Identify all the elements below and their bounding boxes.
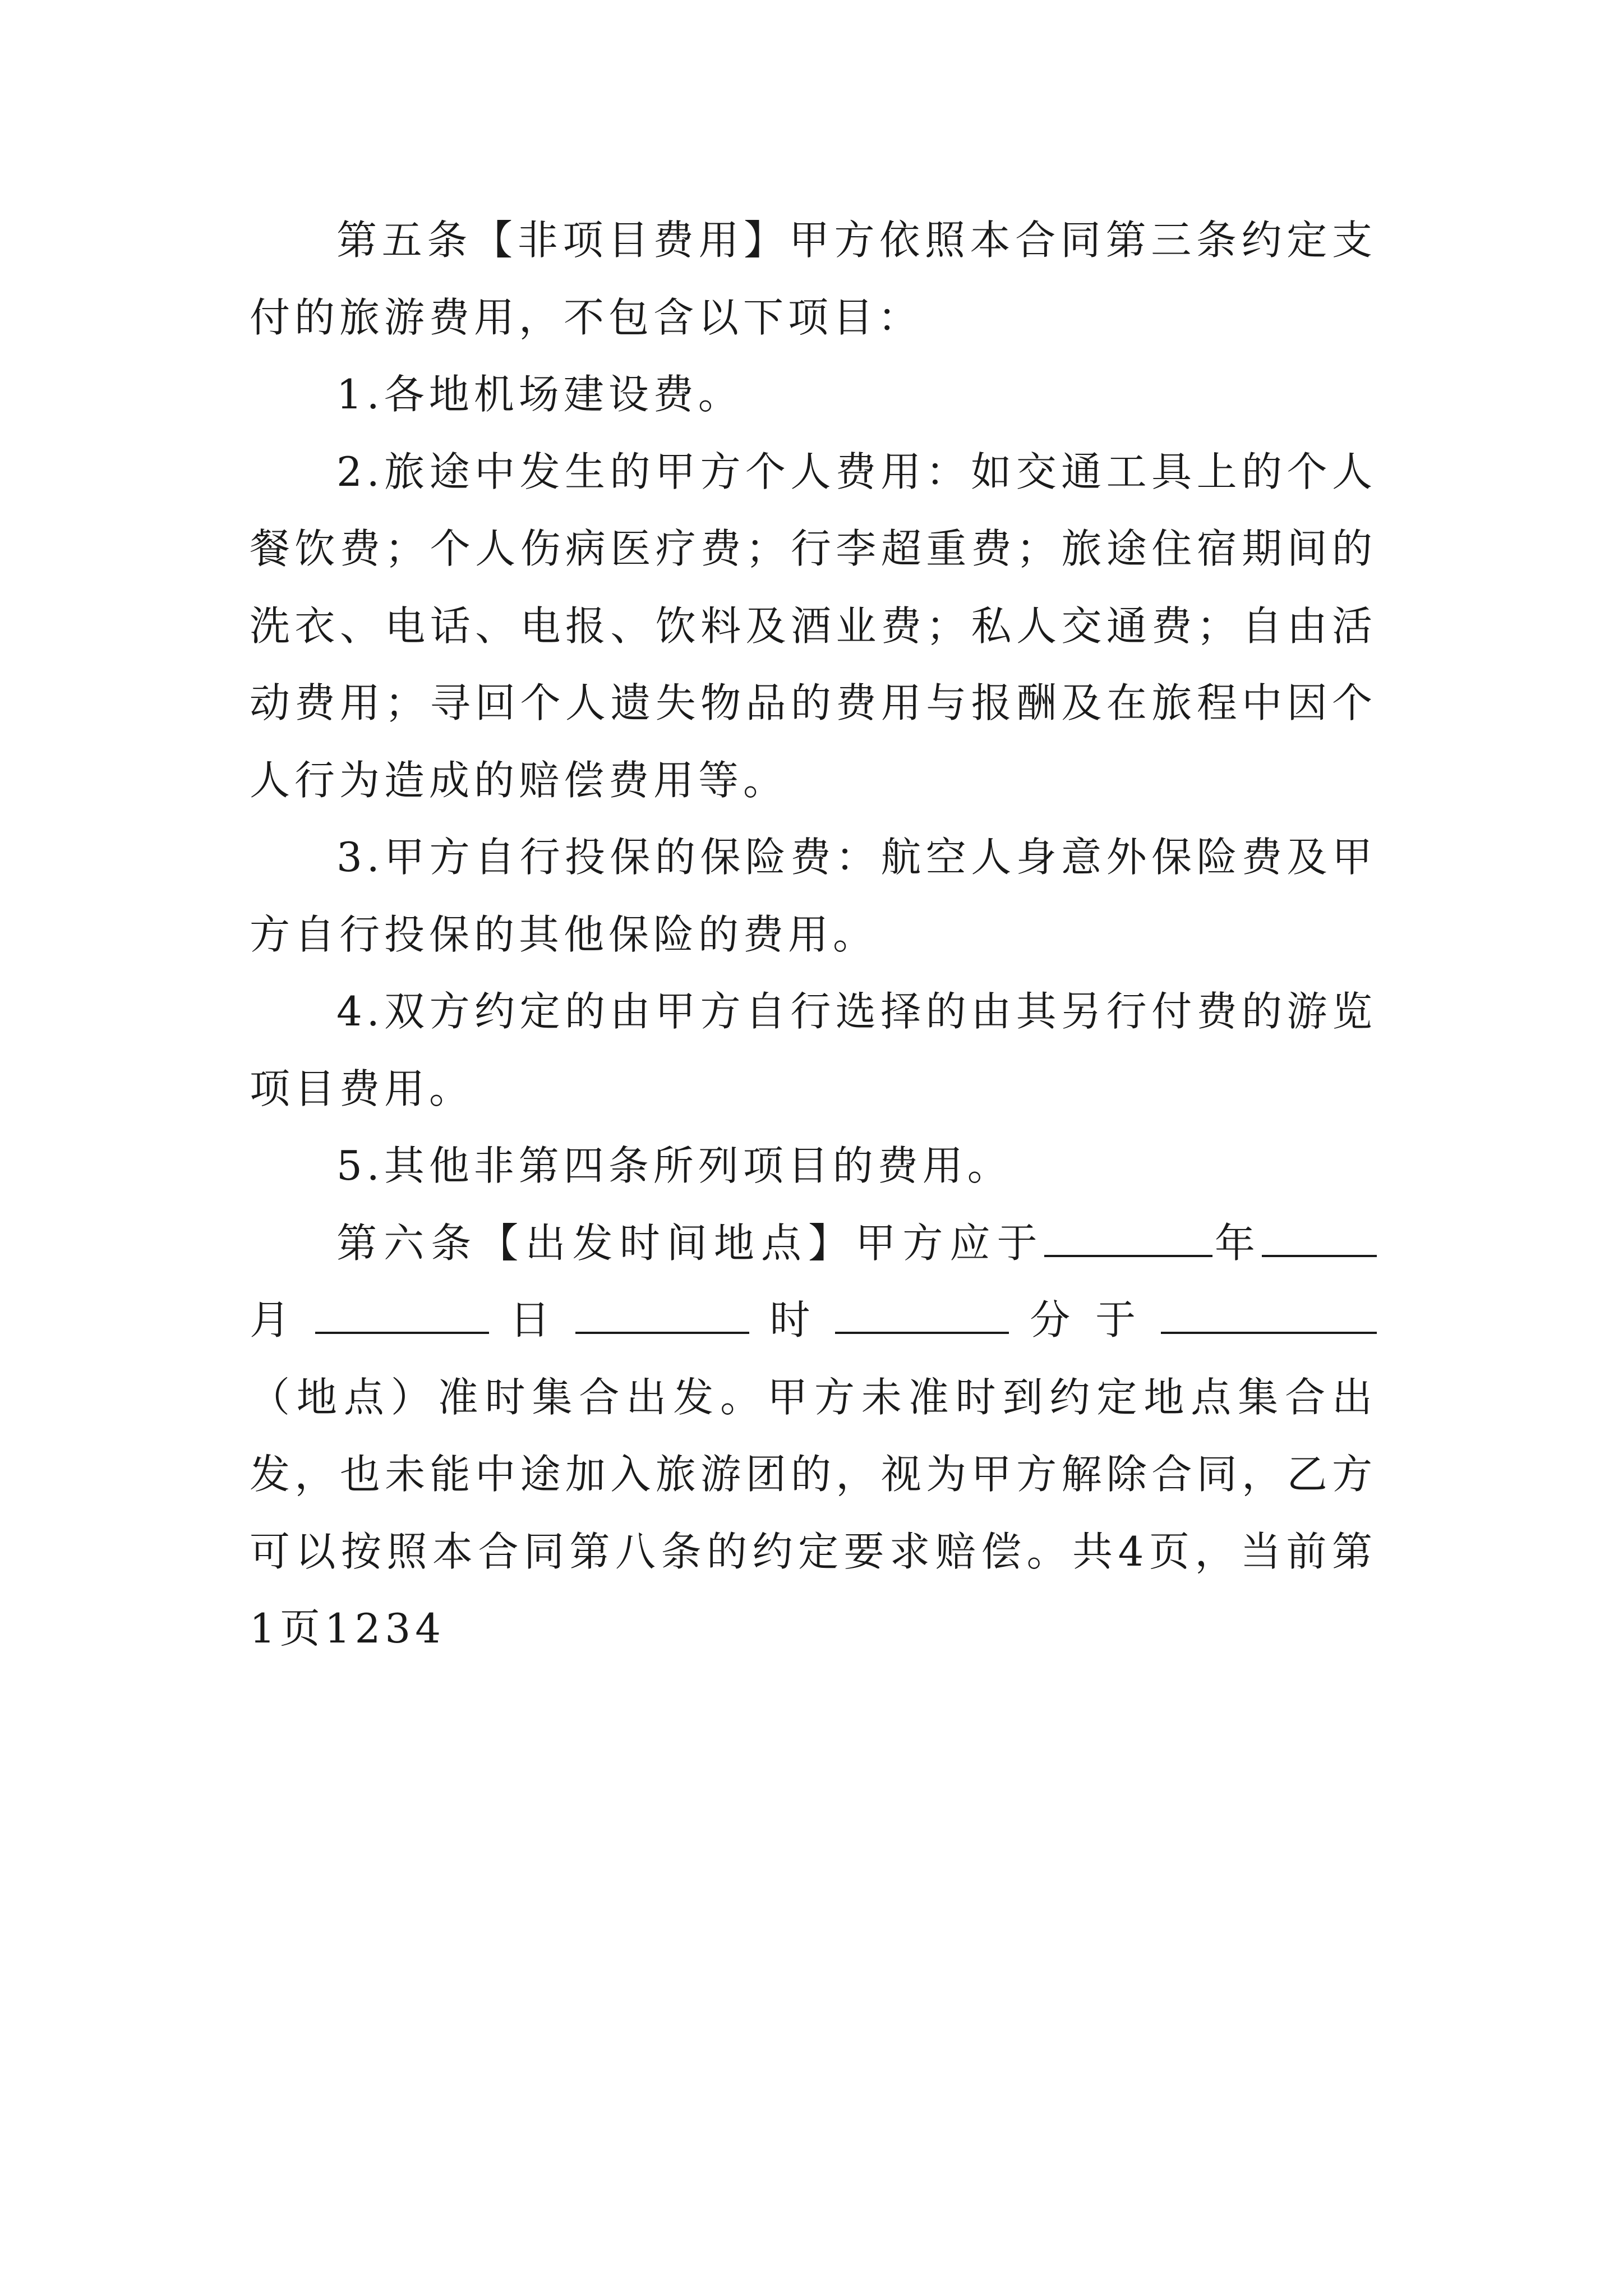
- hour-blank: [575, 1297, 749, 1334]
- page-info: 共4页，当前第1页1234: [250, 1527, 1377, 1652]
- hour-label: 时: [749, 1296, 836, 1343]
- minute-blank: [835, 1297, 1009, 1334]
- day-label: 日: [488, 1296, 575, 1343]
- article-5-heading: 第五条【非项目费用】: [336, 217, 789, 264]
- list-item: 3.甲方自行投保的保险费：航空人身意外保险费及甲方自行投保的其他保险的费用。: [250, 834, 1377, 958]
- place-blank: [1161, 1297, 1377, 1334]
- list-item: 4.双方约定的由甲方自行选择的由其另行付费的游览项目费用。: [250, 988, 1377, 1112]
- article-6-paragraph: [250, 1205, 1377, 1668]
- article-6-text: 准时集合出发。甲方未准时到约定地点集合出发，也未能中途加入旅游团的，视为甲方解除合同，乙方可以按照本合同第八条的约定要求赔偿。: [250, 1373, 1377, 1575]
- article-5-paragraph: [250, 202, 1377, 356]
- list-item: 1.各地机场建设费。: [336, 371, 743, 418]
- article-5-text: 甲方依照本合同第三条约定支付的旅游费用，不包含以下项目：: [250, 217, 1377, 341]
- day-blank: [315, 1297, 489, 1334]
- month-label: 月: [250, 1296, 315, 1343]
- list-item: 2.旅途中发生的甲方个人费用：如交通工具上的个人餐饮费；个人伤病医疗费；行李超重费；旅途住宿期间的洗衣、电话、电报、饮料及酒业费；私人交通费；自由活动费用；寻回个人遗失物品的费用与报酬及在旅程中因个人行为造成的赔偿费用等。: [250, 448, 1377, 804]
- place-label: （地点）: [250, 1373, 438, 1421]
- year-blank: [1044, 1220, 1212, 1257]
- minute-label: 分于: [1009, 1296, 1161, 1343]
- month-blank: [1262, 1220, 1377, 1257]
- list-item: 5.其他非第四条所列项目的费用。: [336, 1142, 1012, 1189]
- article-6-heading: 第六条【出发时间地点】: [336, 1219, 856, 1267]
- year-label: 年: [1212, 1219, 1262, 1267]
- article-6-lead: 甲方应于: [855, 1219, 1044, 1267]
- document-body: [250, 202, 1377, 1668]
